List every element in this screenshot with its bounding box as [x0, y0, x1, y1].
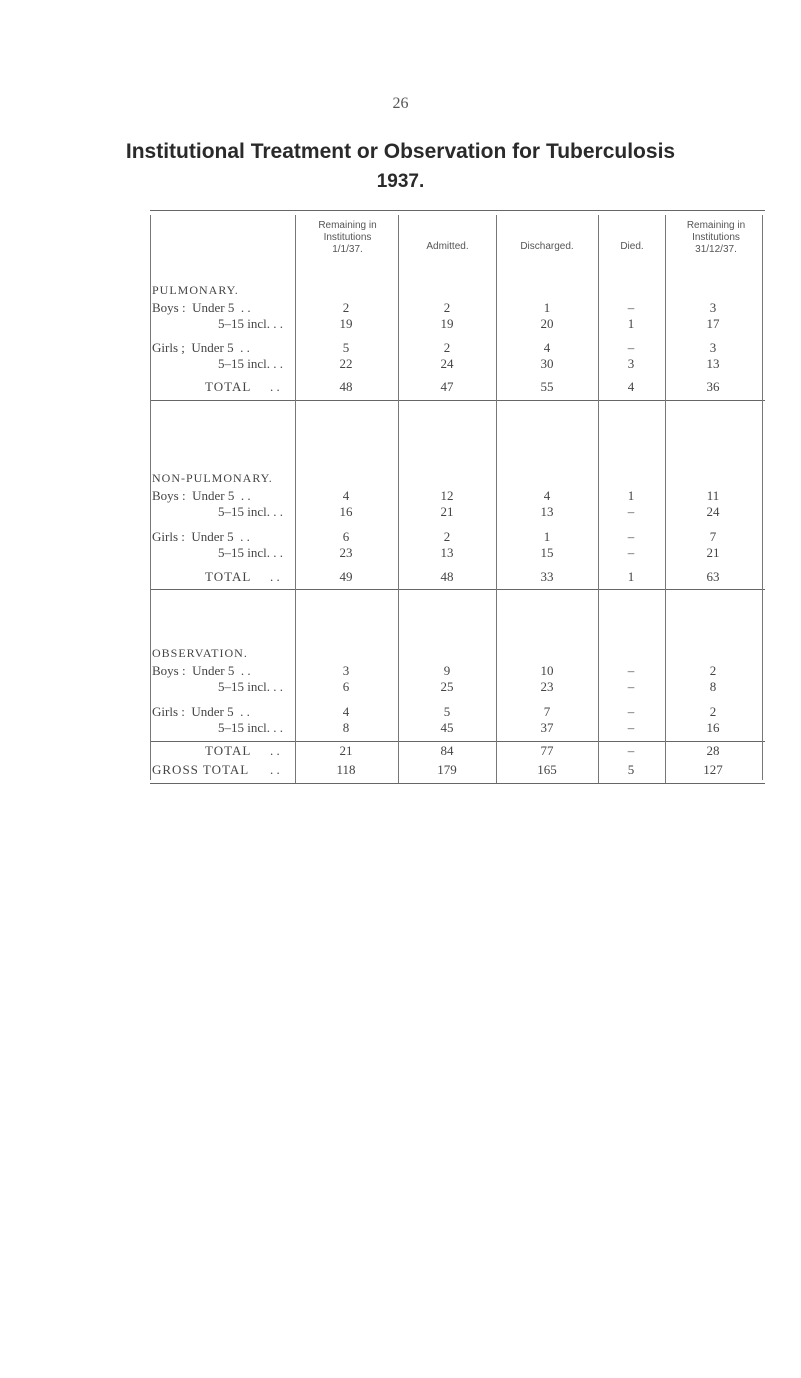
value-cell: 33 — [540, 569, 554, 584]
table-bottom-rule — [150, 783, 765, 784]
value-cell: 1 — [627, 569, 635, 584]
value-cell: 1 — [543, 529, 551, 544]
row-label: Boys : Under 5 . . — [152, 488, 251, 503]
value-cell: 4 — [627, 379, 635, 394]
column-divider — [295, 215, 296, 783]
gross-total-label: GROSS TOTAL — [152, 762, 250, 777]
right-border — [762, 215, 763, 780]
column-divider — [496, 215, 497, 783]
value-cell: 23 — [339, 545, 353, 560]
value-cell: 13 — [540, 504, 554, 519]
table-top-rule — [150, 210, 765, 211]
value-cell: 4 — [543, 488, 551, 503]
row-label: Girls : Under 5 . . — [152, 529, 250, 544]
value-cell: 21 — [440, 504, 454, 519]
value-cell: 3 — [709, 300, 717, 315]
row-label: Girls ; Under 5 . . — [152, 340, 250, 355]
value-cell: 77 — [540, 743, 554, 758]
value-cell: 1 — [627, 488, 635, 503]
section-heading-non-pulmonary: NON-PULMONARY. — [152, 471, 273, 485]
value-cell: 21 — [706, 545, 720, 560]
value-cell: 22 — [339, 356, 353, 371]
row-label: 5–15 incl. . . — [218, 545, 283, 560]
value-cell: – — [627, 504, 635, 519]
value-cell: – — [627, 720, 635, 735]
value-cell: 30 — [540, 356, 554, 371]
header-remaining-end: Remaining in Institutions 31/12/37. — [686, 220, 746, 255]
page-title: Institutional Treatment or Observation for Tuberculosis — [125, 140, 676, 163]
value-cell: 20 — [540, 316, 554, 331]
column-divider — [398, 215, 399, 783]
value-cell: – — [627, 340, 635, 355]
value-cell: 16 — [706, 720, 720, 735]
total-dots: . . — [270, 569, 280, 584]
value-cell: 127 — [703, 762, 723, 777]
value-cell: 5 — [342, 340, 350, 355]
value-cell: 19 — [440, 316, 454, 331]
value-cell: 23 — [540, 679, 554, 694]
value-cell: 48 — [440, 569, 454, 584]
value-cell: 3 — [342, 663, 350, 678]
value-cell: – — [627, 529, 635, 544]
value-cell: 8 — [709, 679, 717, 694]
value-cell: 17 — [706, 316, 720, 331]
value-cell: 2 — [443, 529, 451, 544]
value-cell: 2 — [709, 704, 717, 719]
section-rule — [150, 400, 765, 401]
value-cell: 9 — [443, 663, 451, 678]
value-cell: 3 — [709, 340, 717, 355]
value-cell: 118 — [336, 762, 356, 777]
value-cell: 4 — [342, 704, 350, 719]
value-cell: 2 — [342, 300, 350, 315]
page-number: 26 — [392, 95, 409, 112]
value-cell: 10 — [540, 663, 554, 678]
value-cell: 2 — [709, 663, 717, 678]
value-cell: 5 — [627, 762, 635, 777]
value-cell: 25 — [440, 679, 454, 694]
value-cell: 84 — [440, 743, 454, 758]
value-cell: 165 — [537, 762, 557, 777]
value-cell: 28 — [706, 743, 720, 758]
value-cell: 21 — [339, 743, 353, 758]
value-cell: 7 — [543, 704, 551, 719]
value-cell: 11 — [706, 488, 720, 503]
value-cell: 24 — [706, 504, 720, 519]
value-cell: 16 — [339, 504, 353, 519]
value-cell: 7 — [709, 529, 717, 544]
row-label: 5–15 incl. . . — [218, 679, 283, 694]
value-cell: – — [627, 743, 635, 758]
row-label: 5–15 incl. . . — [218, 356, 283, 371]
section-heading-pulmonary: PULMONARY. — [152, 283, 239, 297]
total-dots: . . — [270, 379, 280, 394]
value-cell: 49 — [339, 569, 353, 584]
value-cell: 63 — [706, 569, 720, 584]
total-label: TOTAL — [205, 379, 252, 394]
value-cell: – — [627, 300, 635, 315]
value-cell: 55 — [540, 379, 554, 394]
value-cell: 45 — [440, 720, 454, 735]
row-label: 5–15 incl. . . — [218, 504, 283, 519]
column-divider — [598, 215, 599, 783]
value-cell: – — [627, 545, 635, 560]
value-cell: 4 — [543, 340, 551, 355]
page-subtitle-year: 1937. — [376, 171, 425, 192]
column-divider — [665, 215, 666, 783]
value-cell: – — [627, 663, 635, 678]
section-heading-observation: OBSERVATION. — [152, 646, 248, 660]
value-cell: 3 — [627, 356, 635, 371]
row-label: Girls : Under 5 . . — [152, 704, 250, 719]
total-dots: . . — [270, 762, 280, 777]
total-label: TOTAL — [205, 743, 252, 758]
value-cell: 36 — [706, 379, 720, 394]
header-died: Died. — [620, 241, 644, 252]
section-rule — [150, 741, 765, 742]
value-cell: 13 — [706, 356, 720, 371]
value-cell: – — [627, 679, 635, 694]
value-cell: – — [627, 704, 635, 719]
section-rule — [150, 589, 765, 590]
row-label: 5–15 incl. . . — [218, 316, 283, 331]
value-cell: 13 — [440, 545, 454, 560]
row-label: Boys : Under 5 . . — [152, 663, 251, 678]
header-admitted: Admitted. — [426, 241, 469, 252]
value-cell: 19 — [339, 316, 353, 331]
header-discharged: Discharged. — [520, 241, 574, 252]
value-cell: 2 — [443, 340, 451, 355]
value-cell: 6 — [342, 679, 350, 694]
value-cell: 15 — [540, 545, 554, 560]
value-cell: 2 — [443, 300, 451, 315]
value-cell: 4 — [342, 488, 350, 503]
value-cell: 179 — [437, 762, 457, 777]
value-cell: 48 — [339, 379, 353, 394]
value-cell: 24 — [440, 356, 454, 371]
value-cell: 1 — [543, 300, 551, 315]
value-cell: 5 — [443, 704, 451, 719]
value-cell: 37 — [540, 720, 554, 735]
value-cell: 6 — [342, 529, 350, 544]
total-label: TOTAL — [205, 569, 252, 584]
value-cell: 12 — [440, 488, 454, 503]
value-cell: 1 — [627, 316, 635, 331]
value-cell: 8 — [342, 720, 350, 735]
left-border — [150, 215, 151, 780]
total-dots: . . — [270, 743, 280, 758]
row-label: 5–15 incl. . . — [218, 720, 283, 735]
value-cell: 47 — [440, 379, 454, 394]
tuberculosis-table — [150, 210, 765, 785]
row-label: Boys : Under 5 . . — [152, 300, 251, 315]
header-remaining-start: Remaining in Institutions 1/1/37. — [318, 220, 377, 255]
